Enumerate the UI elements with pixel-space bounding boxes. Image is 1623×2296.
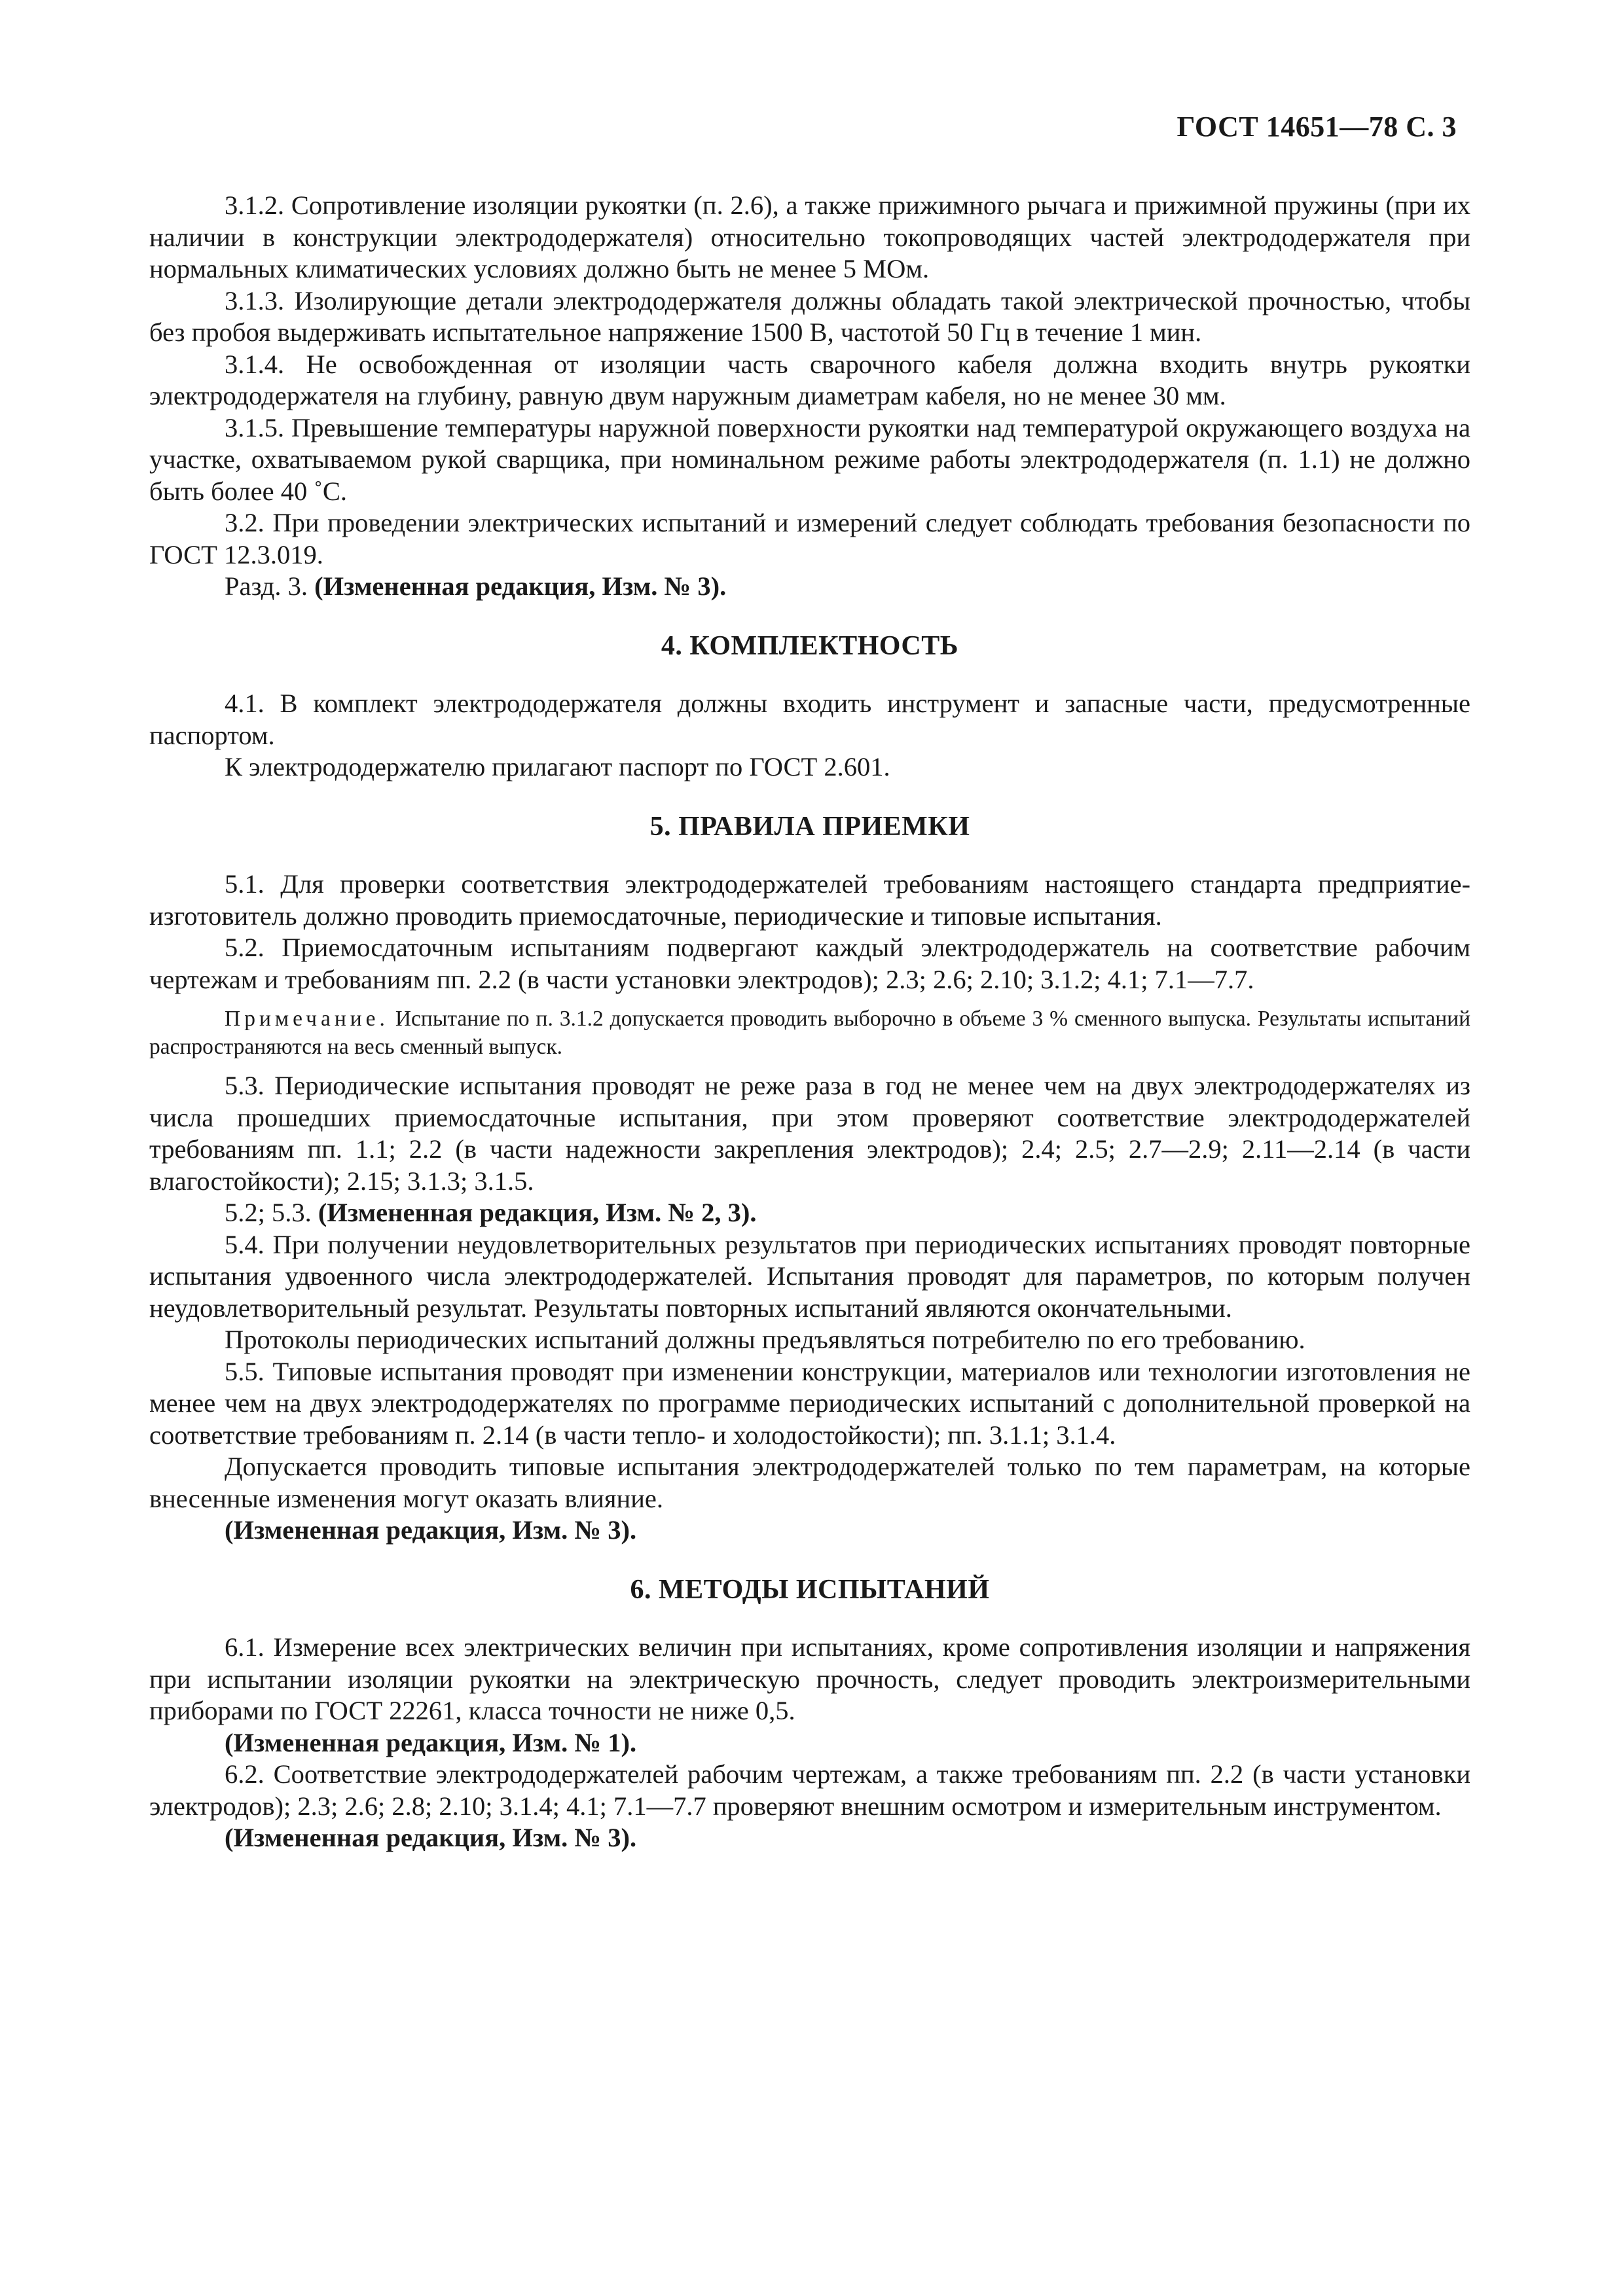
clause-5-1: 5.1. Для проверки соответствия электрододержателей требованиям настоящего стандарта предприятие-изготовитель должно проводить приемосдаточные, периодические и типовые испытания.	[149, 869, 1470, 931]
note-label: Примечание.	[225, 1007, 389, 1031]
clause-3-1-5: 3.1.5. Превышение температуры наружной поверхности рукоятки над температурой окружающего воздуха на участке, охватываемом рукой сварщика, при номинальном режиме работы электрододержателя (п. 1.1) не должно быть более 40 ˚С.	[149, 412, 1470, 506]
amendment-prefix: Разд. 3.	[225, 571, 315, 601]
clause-6-1-amendment: (Измененная редакция, Изм. № 1).	[225, 1727, 637, 1757]
clause-6-2-amendment: (Измененная редакция, Изм. № 3).	[225, 1823, 637, 1852]
clause-6-1: 6.1. Измерение всех электрических величин при испытаниях, кроме сопротивления изоляции и напряжения при испытании изоляции рукоятки на электрическую прочность, следует проводить электроизмерительными приборами по ГОСТ 22261, класса точности не ниже 0,5.	[149, 1632, 1470, 1725]
section-5-title: 5. ПРАВИЛА ПРИЕМКИ	[649, 811, 970, 842]
clause-5-4-protocols: Протоколы периодических испытаний должны предъявляться потребителю по его требованию.	[225, 1325, 1305, 1354]
clause-4-1-passport: К электрододержателю прилагают паспорт по ГОСТ 2.601.	[225, 752, 890, 781]
clause-5-4: 5.4. При получении неудовлетворительных результатов при периодических испытаниях проводят повторные испытания удвоенного числа электрододержателей. Испытания проводят для параметров, по которым получен неудовлетворительный результат. Результаты повторных испытаний являются окончательными.	[149, 1229, 1470, 1323]
clauses-5-2-5-3-amendment	[149, 1197, 1470, 1229]
clause-6-2: 6.2. Соответствие электрододержателей рабочим чертежам, а также требованиям пп. 2.2 (в части установки электродов); 2.3; 2.6; 2.8; 2.10; 3.1.4; 4.1; 7.1—7.7 проверяют внешним осмотром и измерительным инструментом.	[149, 1759, 1470, 1821]
amendment-note: (Измененная редакция, Изм. № 3).	[314, 571, 727, 601]
section-4-title: 4. КОМПЛЕКТНОСТЬ	[661, 630, 959, 661]
clause-5-5-allowed: Допускается проводить типовые испытания электрододержателей только по тем параметрам, на которые внесенные изменения могут оказать влияние.	[149, 1452, 1470, 1513]
document-body	[149, 190, 1470, 1854]
section-5-amendment: (Измененная редакция, Изм. № 3).	[225, 1515, 637, 1545]
amendment-note: (Измененная редакция, Изм. № 2, 3).	[318, 1198, 757, 1227]
amendment-prefix: 5.2; 5.3.	[225, 1198, 318, 1227]
section-6-title: 6. МЕТОДЫ ИСПЫТАНИЙ	[630, 1574, 990, 1605]
clause-5-5: 5.5. Типовые испытания проводят при изменении конструкции, материалов или технологии изготовления не менее чем на двух электрододержателях по программе периодических испытаний с дополнительной проверкой на соответствие требованиям п. 2.14 (в части тепло- и холодостойкости); пп. 3.1.1; 3.1.4.	[149, 1356, 1470, 1450]
clause-4-1: 4.1. В комплект электрододержателя должны входить инструмент и запасные части, предусмотренные паспортом.	[149, 689, 1470, 750]
clause-3-1-2: 3.1.2. Сопротивление изоляции рукоятки (п. 2.6), а также прижимного рычага и прижимной пружины (при их наличии в конструкции электрододержателя) относительно токопроводящих частей электрододержателя при нормальных климатических условиях должно быть не менее 5 МОм.	[149, 190, 1470, 283]
note-text: Испытание по п. 3.1.2 допускается проводить выборочно в объеме 3 % сменного выпуска. Результаты испытаний распространяются на весь сменный выпуск.	[149, 1007, 1470, 1059]
clause-3-2: 3.2. При проведении электрических испытаний и измерений следует соблюдать требования безопасности по ГОСТ 12.3.019.	[149, 508, 1470, 569]
clause-5-2: 5.2. Приемосдаточным испытаниям подвергают каждый электрододержатель на соответствие рабочим чертежам и требованиям пп. 2.2 (в части установки электродов); 2.3; 2.6; 2.10; 3.1.2; 4.1; 7.1—7.7.	[149, 933, 1470, 994]
clause-3-1-4: 3.1.4. Не освобожденная от изоляции часть сварочного кабеля должна входить внутрь рукоятки электрододержателя на глубину, равную двум наружным диаметрам кабеля, но не менее 30 мм.	[149, 349, 1470, 410]
note	[149, 1005, 1470, 1061]
clause-5-3: 5.3. Периодические испытания проводят не реже раза в год не менее чем на двух электрододержателях из числа прошедших приемосдаточные испытания, при этом проверяют соответствие электрододержателей требованиям пп. 1.1; 2.2 (в части надежности закрепления электродов); 2.4; 2.5; 2.7—2.9; 2.11—2.14 (в части влагостойкости); 2.15; 3.1.3; 3.1.5.	[149, 1071, 1470, 1196]
page-header: ГОСТ 14651—78 С. 3	[1176, 111, 1457, 143]
clause-3-1-3: 3.1.3. Изолирующие детали электрододержателя должны обладать такой электрической прочностью, чтобы без пробоя выдерживать испытательное напряжение 1500 В, частотой 50 Гц в течение 1 мин.	[149, 285, 1470, 347]
section-3-amendment	[149, 571, 1470, 603]
